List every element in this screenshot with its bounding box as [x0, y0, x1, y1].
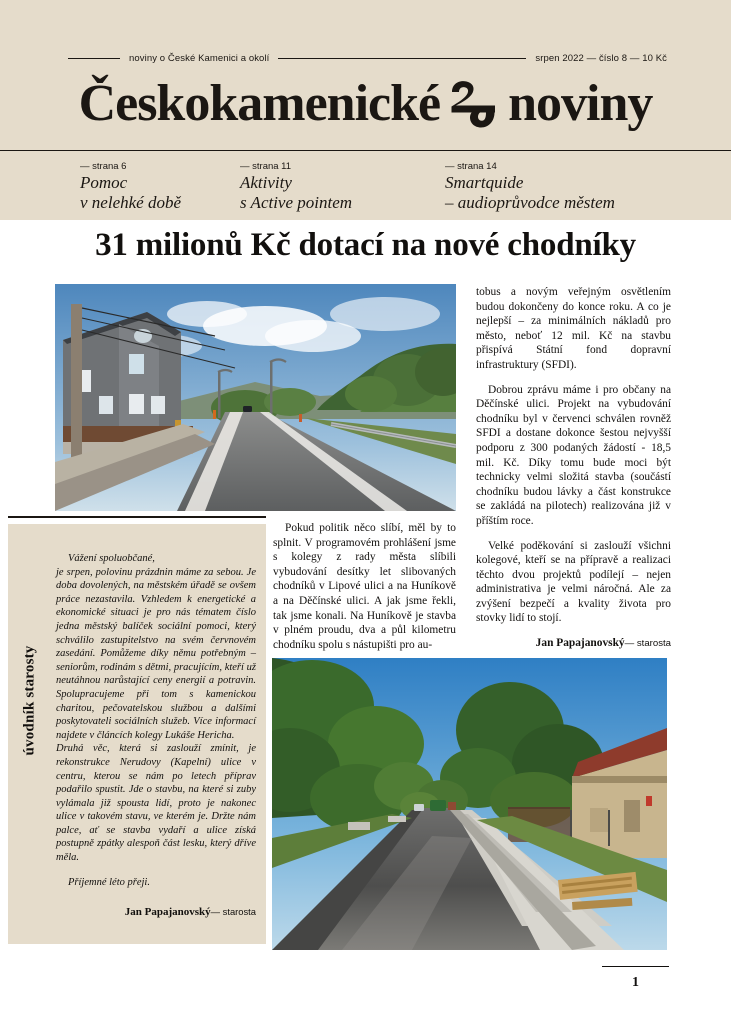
editorial-paragraph: Příjemné léto přeji. — [68, 876, 150, 888]
teaser-title-2: Aktivity — [240, 173, 292, 192]
editorial-top-rule — [8, 516, 266, 518]
masthead-title-second: noviny — [508, 75, 653, 132]
editorial-paragraph: Druhá věc, která si zaslouží zmínit, je rekonstrukce Nerudovy (Kapelní) ulice v centru, kterou se nám po letech příprav podařilo spustit. Jde o stavbu, na které si zuby vylámala již spousta lidí, proto je nakonec ulice v takovém stavu, ve kterém je. Držte nám palce, ať se stavba vydaří a ulice získá postupně zpátky alespoň část lesku, který dříve měla. — [56, 743, 256, 864]
masthead-title-first: Českokamenické — [78, 75, 441, 132]
lead-photo-road-with-sidewalk — [55, 284, 456, 511]
teaser-dash-icon-1: — strana 6 — [80, 161, 127, 172]
article-paragraph: tobus a novým veřejným osvětlením budou dokončeny do konce roku. A co je nejlepší – za minimálních nákladů pro město, neboť 12 mil. Kč na stavbu přispívá Státní fond dopravní infrastruktury (SFDI). — [476, 286, 671, 371]
masthead-kicker-row — [0, 48, 731, 68]
teaser-subtitle-2: s Active pointem — [240, 193, 353, 212]
article-column-middle — [273, 521, 456, 662]
teaser-title-1: Pomoc — [80, 173, 128, 192]
teaser-subtitle-3: – audioprůvodce městem — [445, 193, 615, 212]
kicker-rule-left — [68, 58, 120, 59]
teaser-item-3[interactable] — [445, 150, 731, 220]
masthead — [0, 0, 731, 220]
teaser-subtitle-1: v nelehké době — [80, 193, 181, 212]
editorial-signature-role: — starosta — [210, 906, 256, 918]
editorial-body — [56, 552, 256, 920]
editorial-salutation: Vážení spoluobčané, — [68, 553, 155, 564]
editorial-paragraph: je srpen, polovinu prázdnin máme za sebou. Je doba dovolených, na městském úřadě se ovšem práce nezastavila. Vzhledem k energetické a ekonomické situaci je pro nás tématem číslo jedna městský balíček sociální pomoci, který schválilo zastupitelstvo na svém červnovém zasedání. Pomůžeme díky němu potřebným – seniorům, rodinám s dětmi, pracujícím, kteří už neutáhnou narůstající ceny energií a potravin. Spolupracujeme při tom s kamenickou charitou, pečovatelskou službou a dalšími poskytovateli sociálních služeb. Více informací najdete v článcích kolegy Lukáše Hericha. — [56, 566, 256, 741]
editorial-signature — [56, 905, 256, 920]
teaser-page-ref-2 — [240, 161, 445, 172]
teaser-page-ref-3 — [445, 161, 731, 172]
teaser-title-3: Smartquide — [445, 173, 524, 192]
article-paragraph: Dobrou zprávu máme i pro občany na Děčínské ulici. Projekt na vybudování chodníku byl v červenci schválen rovněž SFDI a dostane dokonce šestou nejvyšší podporu z 300 podaných žádostí - 18,5 mil. Kč. Díky tomu bude moci být technicky velmi složitá stavba (součástí chodníku budou lávky a část konstrukce se zakládá na pilotech) realizována již v příštím roce. — [476, 383, 671, 527]
article-column-right — [476, 285, 671, 652]
teaser-dash-icon-3: — strana 14 — [445, 161, 497, 172]
teaser-page-ref-1 — [80, 161, 240, 172]
article-paragraph: Velké poděkování si zaslouží všichni kolegové, kteří se na přípravě a realizaci těchto dvou projektů podílejí – nejen administrativa je velmi náročná. Ale za zvýšení bezpečí a kvality života pro stovky lidí to stojí. — [476, 539, 671, 625]
teaser-dash-icon-2: — strana 11 — [240, 161, 292, 172]
footer-rule — [602, 966, 669, 967]
masthead-issue-info: srpen 2022 — číslo 8 — 10 Kč — [535, 52, 667, 64]
page-number: 1 — [632, 975, 639, 990]
article-paragraph: Pokud politik něco slíbí, měl by to splnit. V programovém prohlášení jsme s kolegy z rady města slíbili vybudování desítky let slibovaných chodníků v Lipové ulici a na Huníkově a na Děčínské ulici. A jak jsme řekli, tak jsme konali. Na Huníkově je stavba v plném proudu, dva a půl kilometru chodníku spolu s nástupišti pro au- — [273, 522, 456, 651]
editorial-signature-name: Jan Papajanovský — [124, 906, 211, 919]
ck-monogram-logo-icon — [448, 79, 500, 129]
article-signature — [476, 636, 671, 652]
masthead-subtitle: noviny o České Kamenici a okolí — [129, 52, 270, 64]
masthead-title-row — [0, 70, 731, 138]
kicker-rule-mid — [278, 58, 526, 59]
article-signature-role: — starosta — [624, 638, 671, 650]
secondary-photo-new-asphalt-street — [272, 658, 667, 950]
teaser-item-1[interactable] — [0, 150, 240, 220]
teaser-strip — [0, 150, 731, 220]
teaser-item-2[interactable] — [240, 150, 445, 220]
article-signature-name: Jan Papajanovský — [535, 637, 625, 650]
editorial-box — [8, 524, 266, 944]
editorial-vertical-label: úvodník starosty — [21, 645, 38, 756]
main-headline: 31 milionů Kč dotací na nové chodníky — [95, 227, 636, 263]
